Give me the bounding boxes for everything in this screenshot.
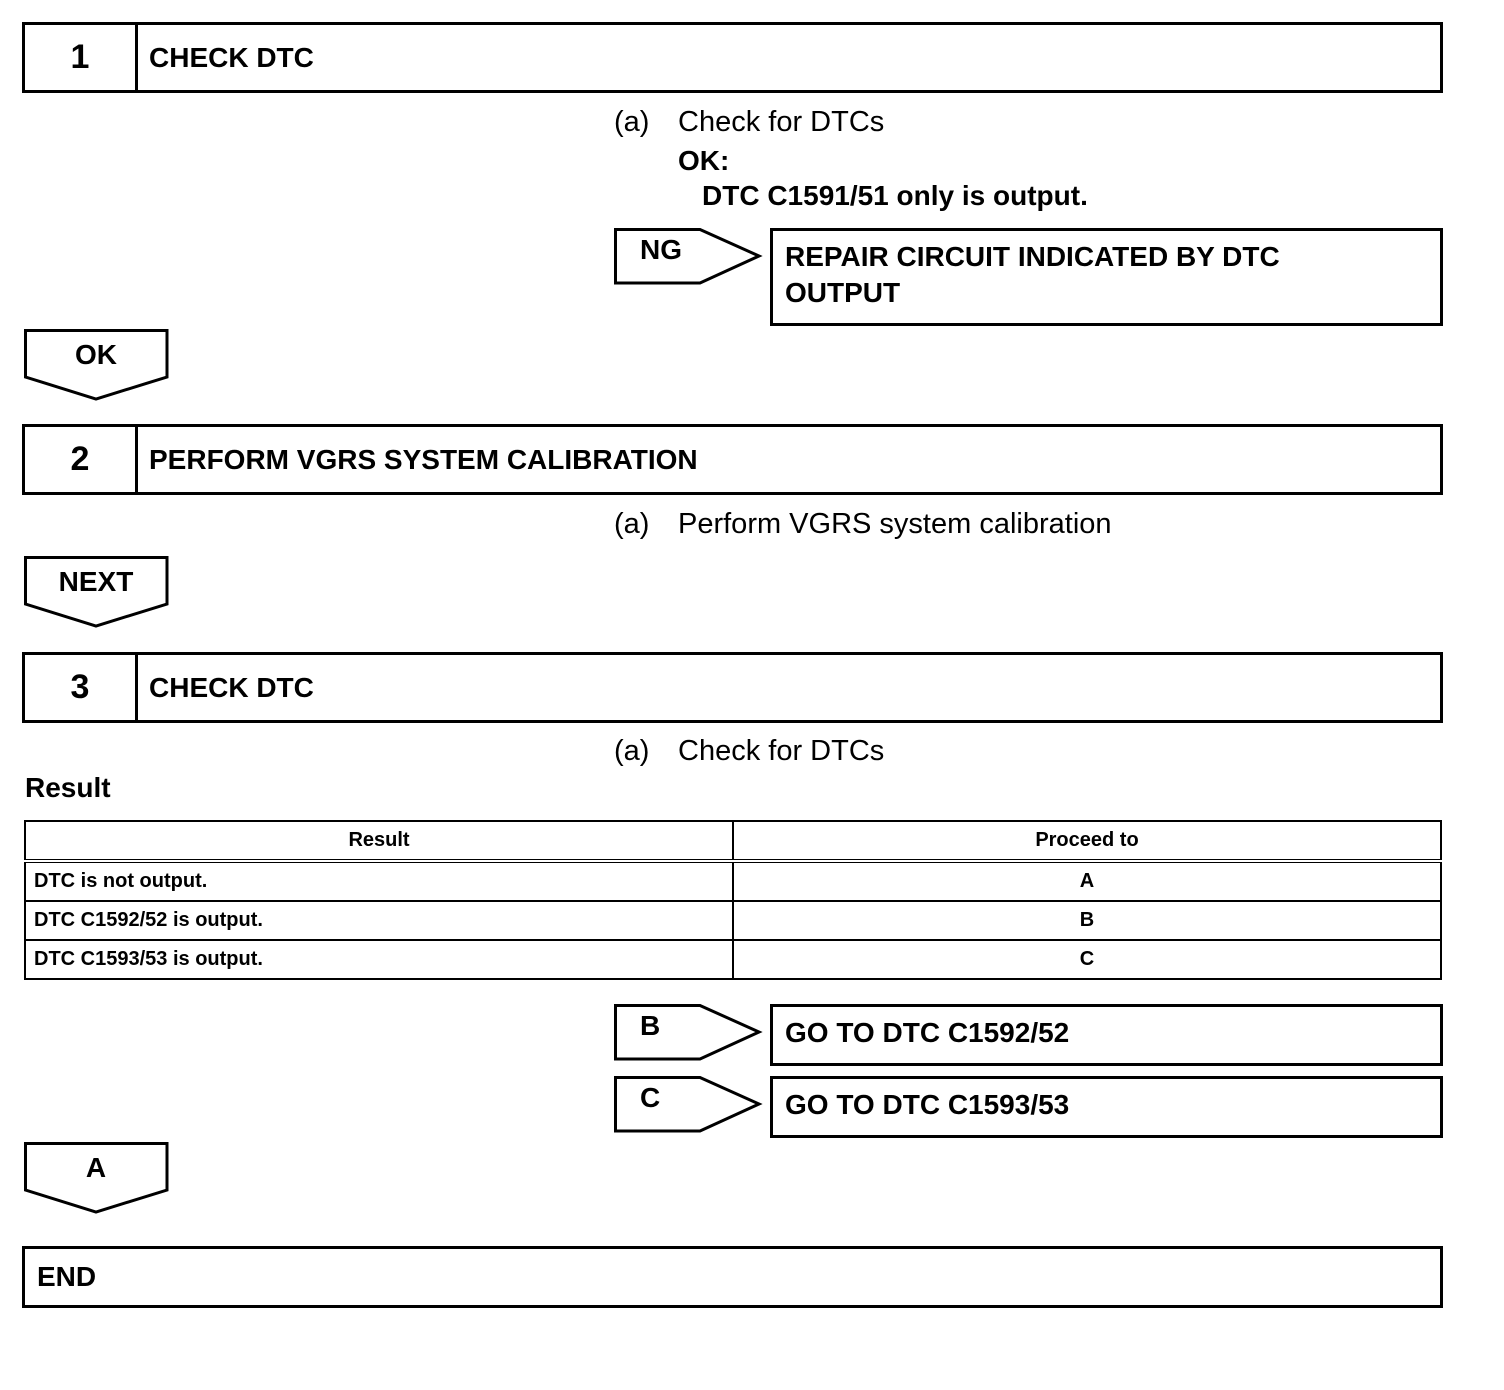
ng-label: NG — [640, 234, 682, 265]
table-header-proceed: Proceed to — [733, 821, 1441, 861]
step-1-instruction — [614, 106, 884, 139]
branch-c-arrow — [614, 1076, 764, 1134]
ok-down-arrow — [24, 329, 170, 401]
ng-action-line-1: REPAIR CIRCUIT INDICATED BY DTC — [785, 241, 1280, 272]
table-cell-proceed: B — [733, 901, 1441, 940]
branch-c-action-box — [770, 1076, 1443, 1138]
next-down-arrow — [24, 556, 170, 628]
step-2-title: PERFORM VGRS SYSTEM CALIBRATION — [149, 443, 698, 475]
a-down-arrow — [24, 1142, 170, 1214]
branch-c-label: C — [640, 1082, 661, 1113]
ng-action-line-2: OUTPUT — [785, 277, 901, 308]
step-1-header — [22, 22, 1443, 93]
step-3-sub-text: Check for DTCs — [678, 735, 885, 767]
result-heading: Result — [25, 772, 111, 803]
right-arrow-icon — [614, 1004, 764, 1062]
table-cell-result: DTC C1592/52 is output. — [25, 901, 733, 940]
end-label: END — [37, 1261, 97, 1292]
table-cell-proceed: A — [733, 861, 1441, 901]
step-1-sub-text: Check for DTCs — [678, 106, 885, 138]
table-row — [25, 861, 1441, 901]
branch-b-label: B — [640, 1010, 661, 1041]
branch-b-arrow — [614, 1004, 764, 1062]
step-3-sub-label: (a) — [614, 735, 650, 767]
table-cell-result: DTC C1593/53 is output. — [25, 940, 733, 979]
step-2-sub-text: Perform VGRS system calibration — [678, 508, 1112, 540]
table-row — [25, 940, 1441, 979]
step-3-instruction — [614, 735, 884, 768]
table-header-result: Result — [25, 821, 733, 861]
step-3-header — [22, 652, 1443, 723]
ng-branch-arrow — [614, 228, 764, 286]
step-1-title: CHECK DTC — [149, 41, 314, 73]
step-3-number: 3 — [25, 655, 138, 720]
table-header-row — [25, 821, 1441, 861]
step-2-number: 2 — [25, 427, 138, 492]
end-box — [22, 1246, 1443, 1308]
next-label: NEXT — [58, 566, 134, 597]
a-label: A — [85, 1152, 107, 1183]
ok-criteria: DTC C1591/51 only is output. — [702, 180, 1088, 211]
branch-b-action: GO TO DTC C1592/52 — [785, 1017, 1070, 1048]
ok-label: OK — [75, 339, 117, 370]
step-1-number: 1 — [25, 25, 138, 90]
ng-action-box — [770, 228, 1443, 326]
branch-b-action-box — [770, 1004, 1443, 1066]
table-row — [25, 901, 1441, 940]
table-cell-proceed: C — [733, 940, 1441, 979]
step-2-sub-label: (a) — [614, 508, 650, 540]
step-2-header — [22, 424, 1443, 495]
result-table — [24, 820, 1442, 980]
branch-c-action: GO TO DTC C1593/53 — [785, 1089, 1070, 1120]
step-2-instruction — [614, 508, 1112, 541]
right-arrow-icon — [614, 1076, 764, 1134]
step-1-sub-label: (a) — [614, 106, 650, 138]
table-cell-result: DTC is not output. — [25, 861, 733, 901]
right-arrow-icon — [614, 228, 764, 286]
ok-heading: OK: — [678, 145, 730, 176]
step-3-title: CHECK DTC — [149, 671, 314, 703]
